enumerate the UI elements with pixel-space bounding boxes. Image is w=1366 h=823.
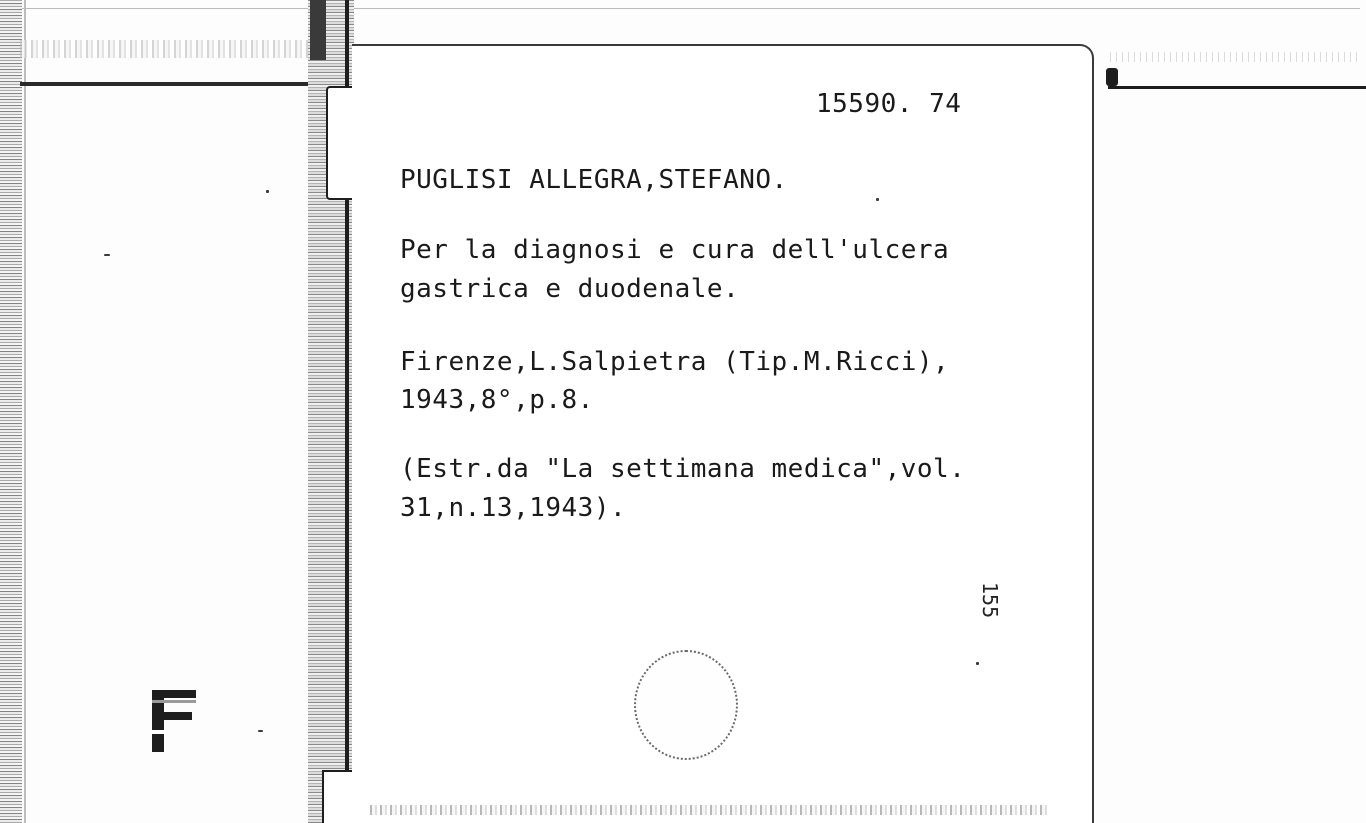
card-bottom-edge	[370, 805, 1050, 815]
left-scan-border	[0, 0, 22, 823]
scan-speck	[266, 190, 269, 193]
scan-speck	[876, 198, 879, 201]
note-line-2: 31,n.13,1943).	[400, 493, 627, 523]
previous-card-rule	[20, 82, 320, 86]
scan-speck	[104, 254, 110, 256]
punch-hole	[634, 650, 738, 760]
note-line-1: (Estr.da "La settimana medica",vol.	[400, 454, 966, 484]
imprint-line-1: Firenze,L.Salpietra (Tip.M.Ricci),	[400, 347, 950, 377]
stub-dark-block	[310, 0, 326, 60]
scan-speck	[976, 662, 979, 665]
next-card-rule	[1108, 86, 1366, 89]
next-card-mark	[1106, 68, 1118, 86]
index-letter-mark	[152, 690, 196, 752]
left-edge-line	[24, 0, 26, 823]
top-edge-line	[20, 8, 1360, 9]
next-card-edge	[1110, 52, 1360, 62]
stub-lower-tab	[322, 770, 354, 823]
shelf-stamp: 155	[978, 582, 1002, 619]
previous-card-edge	[20, 40, 320, 58]
title-line-1: Per la diagnosi e cura dell'ulcera	[400, 235, 950, 265]
scan-speck	[258, 730, 263, 732]
title-line-2: gastrica e duodenale.	[400, 274, 740, 304]
author-heading: PUGLISI ALLEGRA,STEFANO.	[400, 165, 788, 195]
imprint-line-2: 1943,8°,p.8.	[400, 385, 594, 415]
accession-number: 15590. 74	[816, 89, 962, 119]
